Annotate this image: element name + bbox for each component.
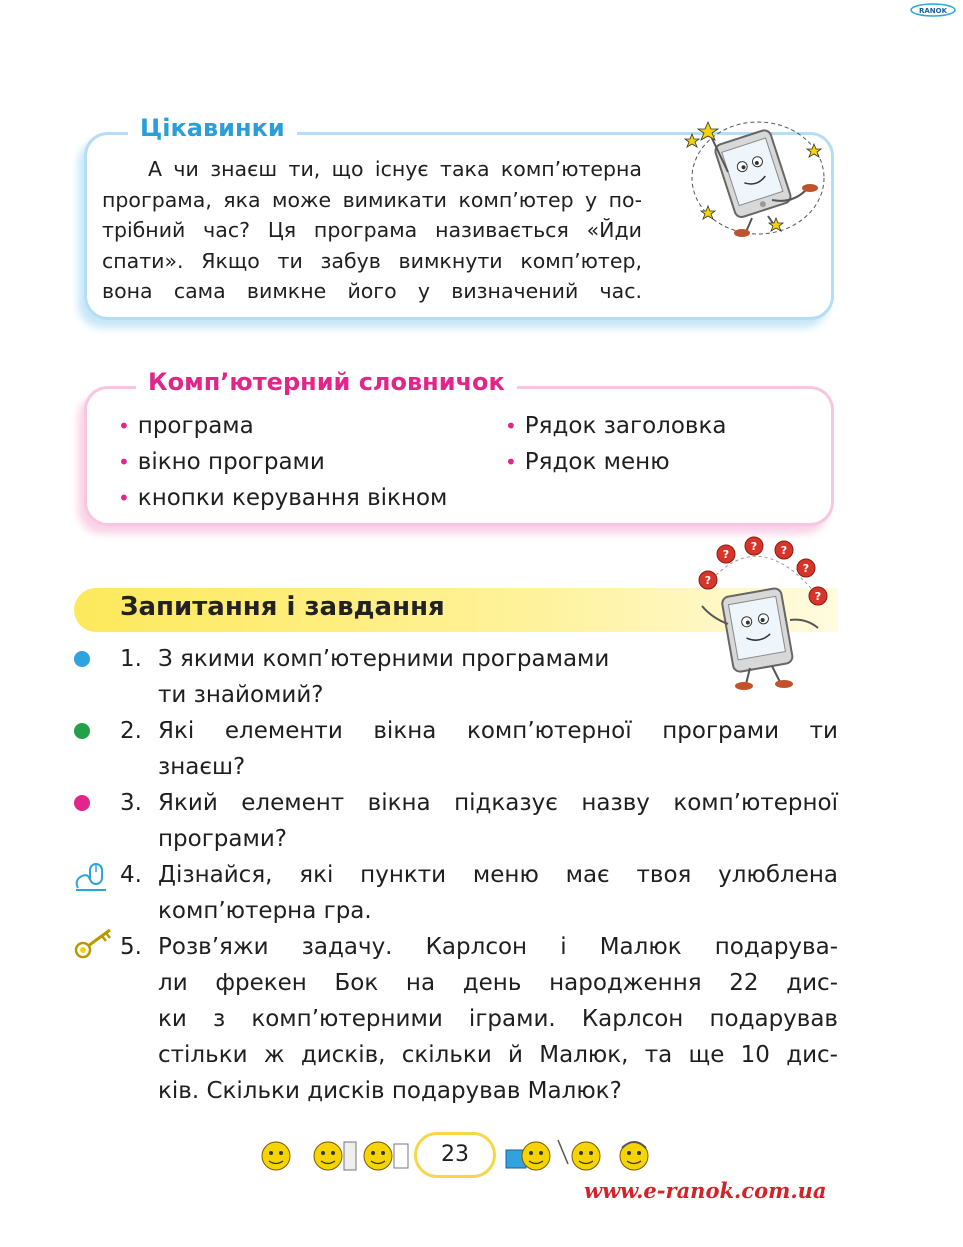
fun-facts-line: вона сама вимкне його у визначений час. [102,279,642,303]
question-text: ків. Скільки дисків подарував Малюк? [158,1078,622,1104]
question-marker-green [74,723,90,739]
glossary-item: • Рядок меню [505,449,670,475]
svg-text:?: ? [780,544,788,557]
question-4 [120,857,838,929]
question-2 [120,713,838,785]
fun-facts-line: трібний час? Ця програма називається «Йди [102,218,642,242]
glossary-item: • вікно програми [118,449,325,475]
question-text: Який елемент вікна підказує назву комп’ютерної [158,790,838,816]
question-number: 4. [120,862,142,888]
question-text: програми? [158,826,287,852]
tablet-juggler-illustration [688,534,838,694]
svg-text:?: ? [814,590,822,603]
question-text: Які елементи вікна комп’ютерної програми ти [158,718,838,744]
computer-mouse-icon [72,858,112,894]
fun-facts-line: програма, яка може вимикати комп’ютер у по- [102,187,642,212]
fun-facts-title: Цікавинки [128,114,297,142]
bullet-icon: • [505,450,517,474]
bullet-icon: • [118,450,130,474]
question-text: ки з комп’ютерними іграми. Карлсон подарував [158,1006,838,1032]
glossary-item: • кнопки керування вікном [118,485,448,511]
question-3 [120,785,838,857]
question-number: 1. [120,646,142,672]
publisher-logo [909,2,957,18]
glossary-item: • програма [118,413,254,439]
page-number: 23 [414,1132,496,1178]
question-text: З якими комп’ютерними програмами [158,646,610,672]
key-icon [72,926,116,962]
question-1 [120,641,660,713]
publisher-logo-text: RANOK [918,7,948,15]
question-text: знаєш? [158,754,246,780]
bullet-icon: • [505,414,517,438]
svg-text:?: ? [750,540,758,553]
bullet-icon: • [118,486,130,510]
footer-smileys-left-illustration [256,1134,412,1176]
bullet-icon: • [118,414,130,438]
question-number: 2. [120,718,142,744]
glossary-item: • Рядок заголовка [505,413,727,439]
section-title: Запитання і завдання [120,592,445,622]
fun-facts-line: А чи знаєш ти, що існує така комп’ютерна [148,157,642,181]
question-text: стільки ж дисків, скільки й Малюк, та ще 10 дис- [158,1042,838,1068]
footer-smileys-right-illustration [502,1134,658,1176]
question-number: 5. [120,934,142,960]
question-text: ли фрекен Бок на день народження 22 дис- [158,970,838,996]
question-text: комп’ютерна гра. [158,898,372,924]
question-text: Розв’яжи задачу. Карлсон і Малюк подарува- [158,934,838,960]
tablet-wizard-illustration [672,108,832,240]
question-text: ти знайомий? [158,682,324,708]
publisher-url[interactable]: www.e-ranok.com.ua [584,1178,827,1203]
svg-text:?: ? [704,574,712,587]
question-5 [120,929,838,1109]
question-text: Дізнайся, які пункти меню має твоя улюблена [158,862,838,888]
svg-text:?: ? [722,548,730,561]
question-marker-pink [74,795,90,811]
question-number: 3. [120,790,142,816]
glossary-title: Комп’ютерний словничок [136,368,517,396]
question-marker-blue [74,651,90,667]
svg-text:?: ? [802,562,810,575]
fun-facts-line: спати». Якщо ти забув вимкнути комп’ютер, [102,248,642,273]
fun-facts-text [102,154,642,307]
